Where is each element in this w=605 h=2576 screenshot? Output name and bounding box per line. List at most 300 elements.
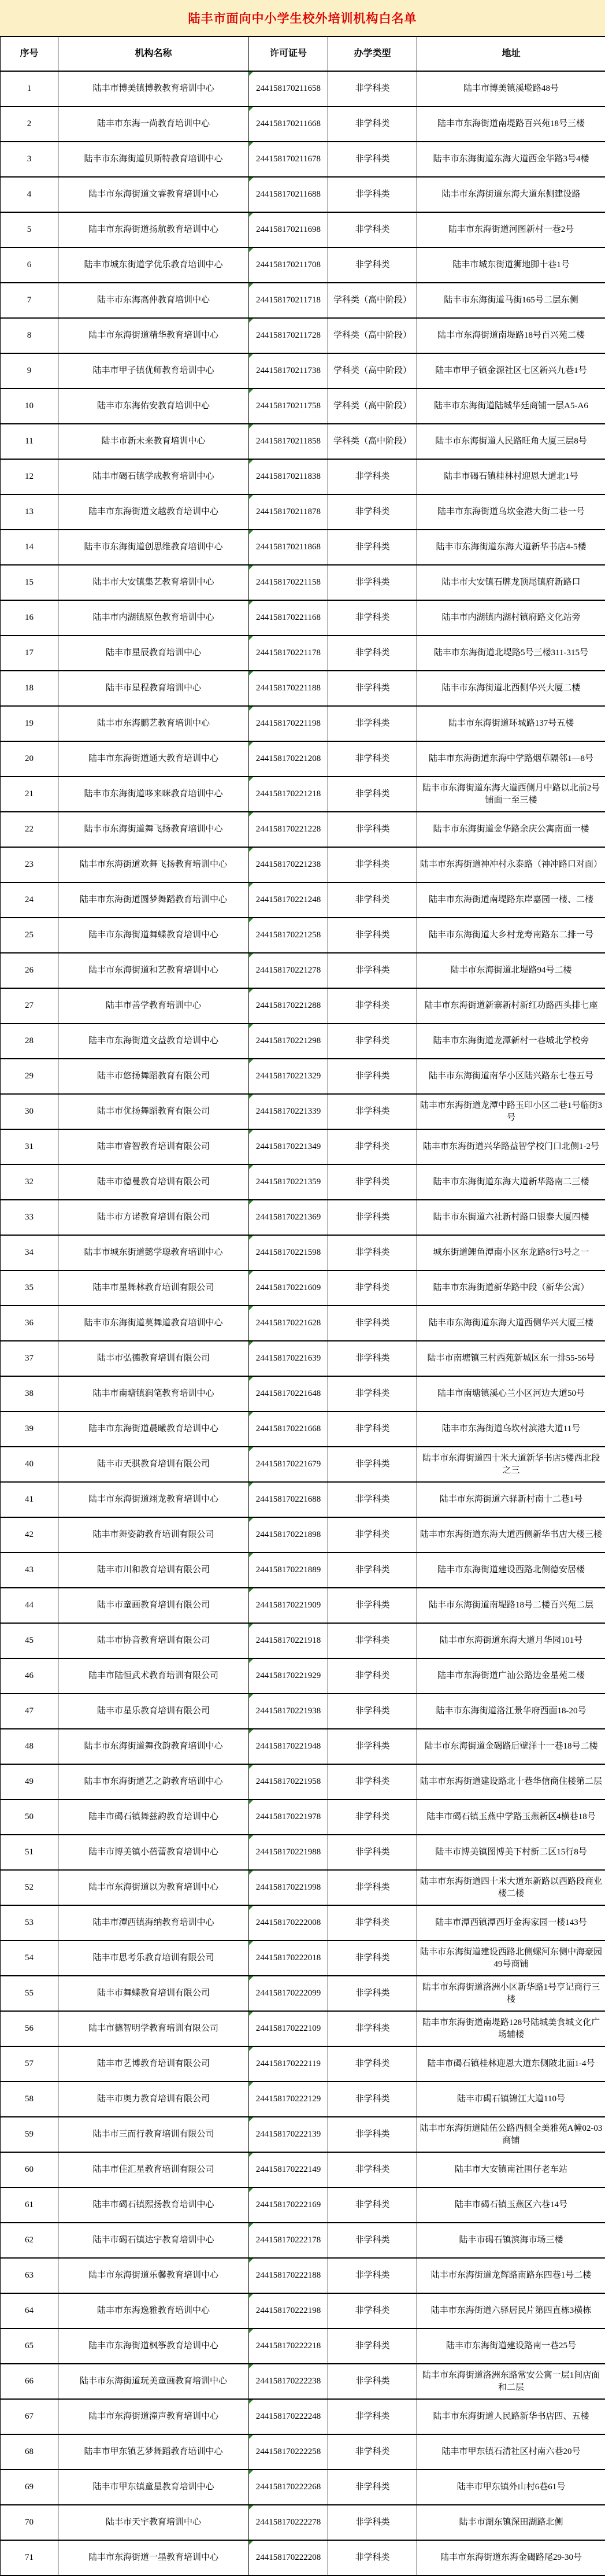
table-row [1,635,605,671]
cell-type: 非学科类 [328,1764,417,1799]
cell-type: 非学科类 [328,1165,417,1200]
cell-license: 244158170221339 [249,1094,328,1129]
cell-license: 244158170221208 [249,741,328,777]
cell-name: 陆丰市东海街道莫舞道教育培训中心 [58,1306,249,1341]
cell-index: 22 [1,812,58,847]
table-row [1,1588,605,1623]
cell-license: 244158170222208 [249,2540,328,2575]
cell-name: 陆丰市德曼教育培训有限公司 [58,1165,249,1200]
cell-type: 学科类（高中阶段） [328,283,417,318]
cell-index: 60 [1,2152,58,2187]
cell-license: 244158170211878 [249,494,328,530]
cell-address: 陆丰市内湖镇内湖村镇府路文化站旁 [417,600,605,635]
number-stored-as-text-icon [249,1976,253,1980]
number-stored-as-text-icon [249,178,253,182]
cell-address: 陆丰市博美镇溪墘路48号 [417,71,605,106]
number-stored-as-text-icon [249,530,253,534]
number-stored-as-text-icon [249,1835,253,1839]
table-row [1,882,605,918]
cell-type: 非学科类 [328,988,417,1023]
cell-license: 244158170221988 [249,1835,328,1870]
cell-type: 非学科类 [328,1059,417,1094]
cell-license: 244158170221158 [249,565,328,600]
cell-license: 244158170221998 [249,1870,328,1905]
column-header-index: 序号 [1,36,58,71]
cell-address: 陆丰市碣石镇桂林村迎恩大道北1号 [417,459,605,494]
cell-type: 非学科类 [328,177,417,212]
number-stored-as-text-icon [249,1871,253,1875]
cell-index: 26 [1,953,58,988]
table-row [1,812,605,847]
cell-license: 244158170221359 [249,1165,328,1200]
cell-type: 非学科类 [328,918,417,953]
cell-license: 244158170211658 [249,71,328,106]
cell-type: 非学科类 [328,142,417,177]
cell-address: 陆丰市东海街道东海大道月华园101号 [417,1623,605,1658]
cell-license: 244158170222018 [249,1941,328,1976]
cell-license: 244158170221898 [249,1517,328,1553]
cell-license: 244158170221228 [249,812,328,847]
cell-name: 陆丰市东海佑安教育培训中心 [58,389,249,424]
table-row [1,2223,605,2258]
column-header-license: 许可证号 [249,36,328,71]
cell-license: 244158170222248 [249,2399,328,2434]
cell-type: 非学科类 [328,1870,417,1905]
cell-license: 244158170222139 [249,2117,328,2152]
cell-license: 244158170221369 [249,1200,328,1235]
number-stored-as-text-icon [249,2188,253,2192]
number-stored-as-text-icon [249,1236,253,1240]
cell-type: 非学科类 [328,494,417,530]
cell-license: 244158170211738 [249,353,328,389]
cell-license: 244158170221258 [249,918,328,953]
cell-license: 244158170221609 [249,1270,328,1306]
table-row [1,106,605,142]
cell-address: 陆丰市东海街道洛洲东路常安公寓一层1间店面和二层 [417,2364,605,2399]
table-row [1,71,605,106]
cell-address: 陆丰市东海街道四十米大道新华书店5楼西北段之三 [417,1447,605,1482]
cell-name: 陆丰市东海街道文睿教育培训中心 [58,177,249,212]
cell-index: 10 [1,389,58,424]
cell-address: 陆丰市东海街道乌坎金港大街二巷一号 [417,494,605,530]
cell-name: 陆丰市东海街道贝斯特教育培训中心 [58,142,249,177]
number-stored-as-text-icon [249,495,253,499]
cell-license: 244158170221598 [249,1235,328,1270]
cell-name: 陆丰市舞蝶教育培训有限公司 [58,1976,249,2011]
cell-type: 非学科类 [328,1023,417,1059]
cell-name: 陆丰市东海街道欢舞飞扬教育培训中心 [58,847,249,882]
cell-address: 陆丰市东海街道南华小区陆兴路东七巷五号 [417,1059,605,1094]
cell-license: 244158170221329 [249,1059,328,1094]
table-row [1,2505,605,2540]
cell-index: 52 [1,1870,58,1905]
cell-address: 陆丰市东海街道建设路南一巷25号 [417,2329,605,2364]
cell-name: 陆丰市东海高仲教育培训中心 [58,283,249,318]
whitelist-table [0,36,605,2576]
table-row [1,565,605,600]
cell-index: 28 [1,1023,58,1059]
cell-address: 陆丰市博美镇图博美下村新二区15行8号 [417,1835,605,1870]
number-stored-as-text-icon [249,1341,253,1346]
table-row [1,1094,605,1129]
number-stored-as-text-icon [249,1518,253,1522]
cell-license: 244158170211678 [249,142,328,177]
cell-name: 陆丰市艺博教育培训有限公司 [58,2046,249,2082]
cell-index: 27 [1,988,58,1023]
cell-name: 陆丰市川和教育培训有限公司 [58,1553,249,1588]
cell-name: 陆丰市东海街道晨曦教育培训中心 [58,1411,249,1447]
table-row [1,530,605,565]
number-stored-as-text-icon [249,2082,253,2086]
number-stored-as-text-icon [249,1588,253,1592]
cell-type: 非学科类 [328,1729,417,1764]
table-row [1,953,605,988]
table-row [1,1023,605,1059]
table-row [1,1517,605,1553]
cell-type: 非学科类 [328,1482,417,1517]
cell-license: 244158170222268 [249,2470,328,2505]
cell-type: 非学科类 [328,2082,417,2117]
cell-type: 非学科类 [328,777,417,812]
number-stored-as-text-icon [249,812,253,816]
cell-index: 54 [1,1941,58,1976]
cell-license: 244158170222169 [249,2187,328,2223]
cell-name: 陆丰市东海街道乐馨教育培训中心 [58,2258,249,2293]
cell-index: 46 [1,1658,58,1694]
cell-index: 5 [1,212,58,247]
cell-type: 非学科类 [328,1976,417,2011]
number-stored-as-text-icon [249,1765,253,1769]
cell-type: 学科类（高中阶段） [328,424,417,459]
table-row [1,1447,605,1482]
number-stored-as-text-icon [249,707,253,711]
cell-name: 陆丰市碣石镇舞兹韵教育培训中心 [58,1799,249,1835]
number-stored-as-text-icon [249,72,253,76]
cell-name: 陆丰市三而行教育培训有限公司 [58,2117,249,2152]
cell-license: 244158170222119 [249,2046,328,2082]
number-stored-as-text-icon [249,2259,253,2263]
cell-name: 陆丰市天宇教育培训中心 [58,2505,249,2540]
cell-license: 244158170221668 [249,1411,328,1447]
cell-index: 9 [1,353,58,389]
cell-index: 6 [1,247,58,283]
table-row [1,459,605,494]
cell-name: 陆丰市南塘镇润笔教育培训中心 [58,1376,249,1411]
table-body [1,71,605,2575]
cell-address: 陆丰市碣石镇玉燕区六巷14号 [417,2187,605,2223]
cell-address: 陆丰市东海街道北西侧华兴大厦二楼 [417,671,605,706]
cell-address: 陆丰市东海街道新华路中段（新华公寓） [417,1270,605,1306]
cell-license: 244158170221958 [249,1764,328,1799]
cell-name: 陆丰市甲子镇优师教育培训中心 [58,353,249,389]
cell-name: 陆丰市东海街道文益教育培训中心 [58,1023,249,1059]
cell-address: 陆丰市东海街道六驿新村南十二巷1号 [417,1482,605,1517]
cell-type: 非学科类 [328,1200,417,1235]
cell-name: 陆丰市睿智教育培训有限公司 [58,1129,249,1165]
table-row [1,2117,605,2152]
cell-name: 陆丰市东海街道玩美童画教育培训中心 [58,2364,249,2399]
cell-index: 29 [1,1059,58,1094]
table-row [1,494,605,530]
cell-type: 非学科类 [328,2364,417,2399]
cell-type: 非学科类 [328,2329,417,2364]
table-row [1,2011,605,2046]
cell-address: 陆丰市东海街道金碣路后壁洋十一巷18号二楼 [417,1729,605,1764]
number-stored-as-text-icon [249,2329,253,2333]
cell-index: 36 [1,1306,58,1341]
cell-index: 67 [1,2399,58,2434]
cell-index: 24 [1,882,58,918]
cell-type: 非学科类 [328,1799,417,1835]
number-stored-as-text-icon [249,354,253,358]
cell-type: 非学科类 [328,635,417,671]
cell-index: 4 [1,177,58,212]
table-row [1,2364,605,2399]
number-stored-as-text-icon [249,389,253,393]
number-stored-as-text-icon [249,1377,253,1381]
cell-name: 陆丰市东海街道舞飞扬教育培训中心 [58,812,249,847]
cell-license: 244158170221639 [249,1341,328,1376]
cell-index: 49 [1,1764,58,1799]
cell-type: 非学科类 [328,847,417,882]
cell-name: 陆丰市东海街道和艺教育培训中心 [58,953,249,988]
cell-license: 244158170221938 [249,1694,328,1729]
cell-index: 41 [1,1482,58,1517]
cell-license: 244158170221978 [249,1799,328,1835]
table-row [1,1976,605,2011]
cell-name: 陆丰市陆恒武术教育培训有限公司 [58,1658,249,1694]
cell-license: 244158170221948 [249,1729,328,1764]
cell-index: 15 [1,565,58,600]
cell-index: 68 [1,2434,58,2470]
cell-name: 陆丰市东海街道文越教育培训中心 [58,494,249,530]
cell-index: 45 [1,1623,58,1658]
cell-name: 陆丰市星乐教育培训有限公司 [58,1694,249,1729]
cell-type: 非学科类 [328,1517,417,1553]
cell-name: 陆丰市东海街道创思维教育培训中心 [58,530,249,565]
number-stored-as-text-icon [249,2470,253,2474]
cell-address: 陆丰市东海街道河图新村一巷2号 [417,212,605,247]
table-row [1,1870,605,1905]
cell-address: 陆丰市东海街道建设路北十巷华信商住楼第二层 [417,1764,605,1799]
column-header-type: 办学类型 [328,36,417,71]
table-row [1,2540,605,2575]
number-stored-as-text-icon [249,424,253,428]
cell-name: 陆丰市童画教育培训有限公司 [58,1588,249,1623]
table-row [1,1729,605,1764]
number-stored-as-text-icon [249,671,253,675]
cell-address: 陆丰市东海街道东海金碣路尾29-30号 [417,2540,605,2575]
cell-name: 陆丰市城东街道学优乐教育培训中心 [58,247,249,283]
cell-address: 陆丰市湖东镇深田湖路北侧 [417,2505,605,2540]
table-row [1,142,605,177]
cell-name: 陆丰市优扬舞蹈教育有限公司 [58,1094,249,1129]
cell-name: 陆丰市东海街道通大教育培训中心 [58,741,249,777]
cell-license: 244158170221198 [249,706,328,741]
cell-index: 57 [1,2046,58,2082]
cell-type: 非学科类 [328,1447,417,1482]
cell-index: 43 [1,1553,58,1588]
cell-type: 非学科类 [328,812,417,847]
cell-license: 244158170221688 [249,1482,328,1517]
cell-name: 陆丰市东海街道哆来咪教育培训中心 [58,777,249,812]
cell-address: 陆丰市城东街道狮地脚十巷1号 [417,247,605,283]
cell-name: 陆丰市东海逸雅教育培训中心 [58,2293,249,2329]
number-stored-as-text-icon [249,1941,253,1945]
number-stored-as-text-icon [249,2012,253,2016]
cell-address: 陆丰市东海街道建设西路北侧德安居楼 [417,1553,605,1588]
cell-index: 35 [1,1270,58,1306]
cell-index: 66 [1,2364,58,2399]
cell-license: 244158170221278 [249,953,328,988]
cell-license: 244158170222099 [249,1976,328,2011]
cell-address: 陆丰市东海街道人民路旺角大厦三层8号 [417,424,605,459]
cell-license: 244158170222008 [249,1905,328,1941]
cell-address: 陆丰市东海街道金华路余庆公寓南面一楼 [417,812,605,847]
cell-address: 陆丰市东海街道东海中学路烟草隔邻1—8号 [417,741,605,777]
cell-type: 非学科类 [328,2505,417,2540]
cell-index: 53 [1,1905,58,1941]
cell-license: 244158170211858 [249,424,328,459]
cell-address: 陆丰市东海街道东海大道新华路南二三楼 [417,1165,605,1200]
cell-name: 陆丰市东海街道扬航教育培训中心 [58,212,249,247]
cell-index: 65 [1,2329,58,2364]
number-stored-as-text-icon [249,2400,253,2404]
cell-license: 244158170221218 [249,777,328,812]
cell-license: 244158170222278 [249,2505,328,2540]
number-stored-as-text-icon [249,1306,253,1310]
number-stored-as-text-icon [249,460,253,464]
number-stored-as-text-icon [249,248,253,252]
cell-index: 18 [1,671,58,706]
number-stored-as-text-icon [249,1024,253,1028]
table-row [1,1835,605,1870]
cell-license: 244158170221909 [249,1588,328,1623]
cell-index: 56 [1,2011,58,2046]
table-row [1,2258,605,2293]
cell-license: 244158170222178 [249,2223,328,2258]
table-row [1,2046,605,2082]
cell-address: 陆丰市碣石镇滨海市场三楼 [417,2223,605,2258]
cell-type: 非学科类 [328,2117,417,2152]
number-stored-as-text-icon [249,1624,253,1628]
table-row [1,1376,605,1411]
cell-type: 学科类（高中阶段） [328,389,417,424]
number-stored-as-text-icon [249,601,253,605]
table-row [1,1694,605,1729]
cell-name: 陆丰市甲东镇童星教育培训中心 [58,2470,249,2505]
number-stored-as-text-icon [249,989,253,993]
table-row [1,389,605,424]
number-stored-as-text-icon [249,1059,253,1063]
cell-license: 244158170221288 [249,988,328,1023]
cell-index: 16 [1,600,58,635]
cell-name: 陆丰市内湖镇原色教育培训中心 [58,600,249,635]
cell-address: 陆丰市潭西镇潭西圩金海家园一楼143号 [417,1905,605,1941]
cell-license: 244158170221889 [249,1553,328,1588]
cell-license: 244158170222109 [249,2011,328,2046]
table-row [1,988,605,1023]
number-stored-as-text-icon [249,1412,253,1416]
cell-index: 47 [1,1694,58,1729]
cell-address: 陆丰市东海街道龙潭新村一巷城北学校旁 [417,1023,605,1059]
cell-index: 2 [1,106,58,142]
cell-name: 陆丰市城东街道懿学聪教育培训中心 [58,1235,249,1270]
table-row [1,2082,605,2117]
cell-index: 63 [1,2258,58,2293]
cell-type: 非学科类 [328,1235,417,1270]
table-row [1,1553,605,1588]
cell-license: 244158170222238 [249,2364,328,2399]
cell-address: 陆丰市碣石镇玉燕中学路玉燕新区4横巷18号 [417,1799,605,1835]
cell-address: 陆丰市东海街道南堤路东岸嘉园一楼、二楼 [417,882,605,918]
table-row [1,247,605,283]
cell-type: 非学科类 [328,1941,417,1976]
cell-name: 陆丰市东海鹏艺教育培训中心 [58,706,249,741]
cell-license: 244158170221918 [249,1623,328,1658]
cell-address: 陆丰市东海街道南堤路百兴苑18号三楼 [417,106,605,142]
cell-type: 非学科类 [328,2258,417,2293]
number-stored-as-text-icon [249,848,253,852]
cell-address: 陆丰市南塘镇溪心兰小区河边大道50号 [417,1376,605,1411]
cell-name: 陆丰市东海一尚教育培训中心 [58,106,249,142]
number-stored-as-text-icon [249,1271,253,1275]
table-row [1,1658,605,1694]
cell-address: 陆丰市东海街道新寨新村新红功路西头排七座 [417,988,605,1023]
number-stored-as-text-icon [249,742,253,746]
cell-name: 陆丰市协音教育培训有限公司 [58,1623,249,1658]
number-stored-as-text-icon [249,636,253,640]
table-row [1,847,605,882]
number-stored-as-text-icon [249,2435,253,2439]
cell-type: 非学科类 [328,600,417,635]
cell-index: 51 [1,1835,58,1870]
cell-address: 陆丰市东海街道南堤路128号陆城美食城文化广场辅楼 [417,2011,605,2046]
cell-name: 陆丰市方诺教育培训有限公司 [58,1200,249,1235]
cell-address: 陆丰市东海街道陆伍公路西侧全美雅苑A幢02-03商铺 [417,2117,605,2152]
table-row [1,1764,605,1799]
number-stored-as-text-icon [249,1130,253,1134]
cell-name: 陆丰市星程教育培训中心 [58,671,249,706]
cell-license: 244158170221628 [249,1306,328,1341]
table-row [1,741,605,777]
cell-name: 陆丰市博美镇博教教育培训中心 [58,71,249,106]
cell-index: 61 [1,2187,58,2223]
cell-index: 19 [1,706,58,741]
cell-index: 13 [1,494,58,530]
cell-type: 非学科类 [328,247,417,283]
cell-license: 244158170222218 [249,2329,328,2364]
cell-type: 非学科类 [328,212,417,247]
table-row [1,706,605,741]
number-stored-as-text-icon [249,1694,253,1698]
cell-address: 陆丰市甲东镇石清社区村南六巷20号 [417,2434,605,2470]
cell-license: 244158170221188 [249,671,328,706]
cell-index: 20 [1,741,58,777]
cell-type: 非学科类 [328,671,417,706]
cell-index: 31 [1,1129,58,1165]
number-stored-as-text-icon [249,1200,253,1204]
number-stored-as-text-icon [249,1483,253,1487]
table-row [1,2329,605,2364]
cell-name: 陆丰市东海街道舞蝶教育培训中心 [58,918,249,953]
cell-address: 陆丰市东海街道东海大道东侧建设路 [417,177,605,212]
number-stored-as-text-icon [249,2541,253,2545]
cell-license: 244158170211718 [249,283,328,318]
cell-address: 陆丰市东海街道乌坎村滨港大道11号 [417,1411,605,1447]
cell-name: 陆丰市东海街道精华教育培训中心 [58,318,249,353]
cell-type: 非学科类 [328,2470,417,2505]
